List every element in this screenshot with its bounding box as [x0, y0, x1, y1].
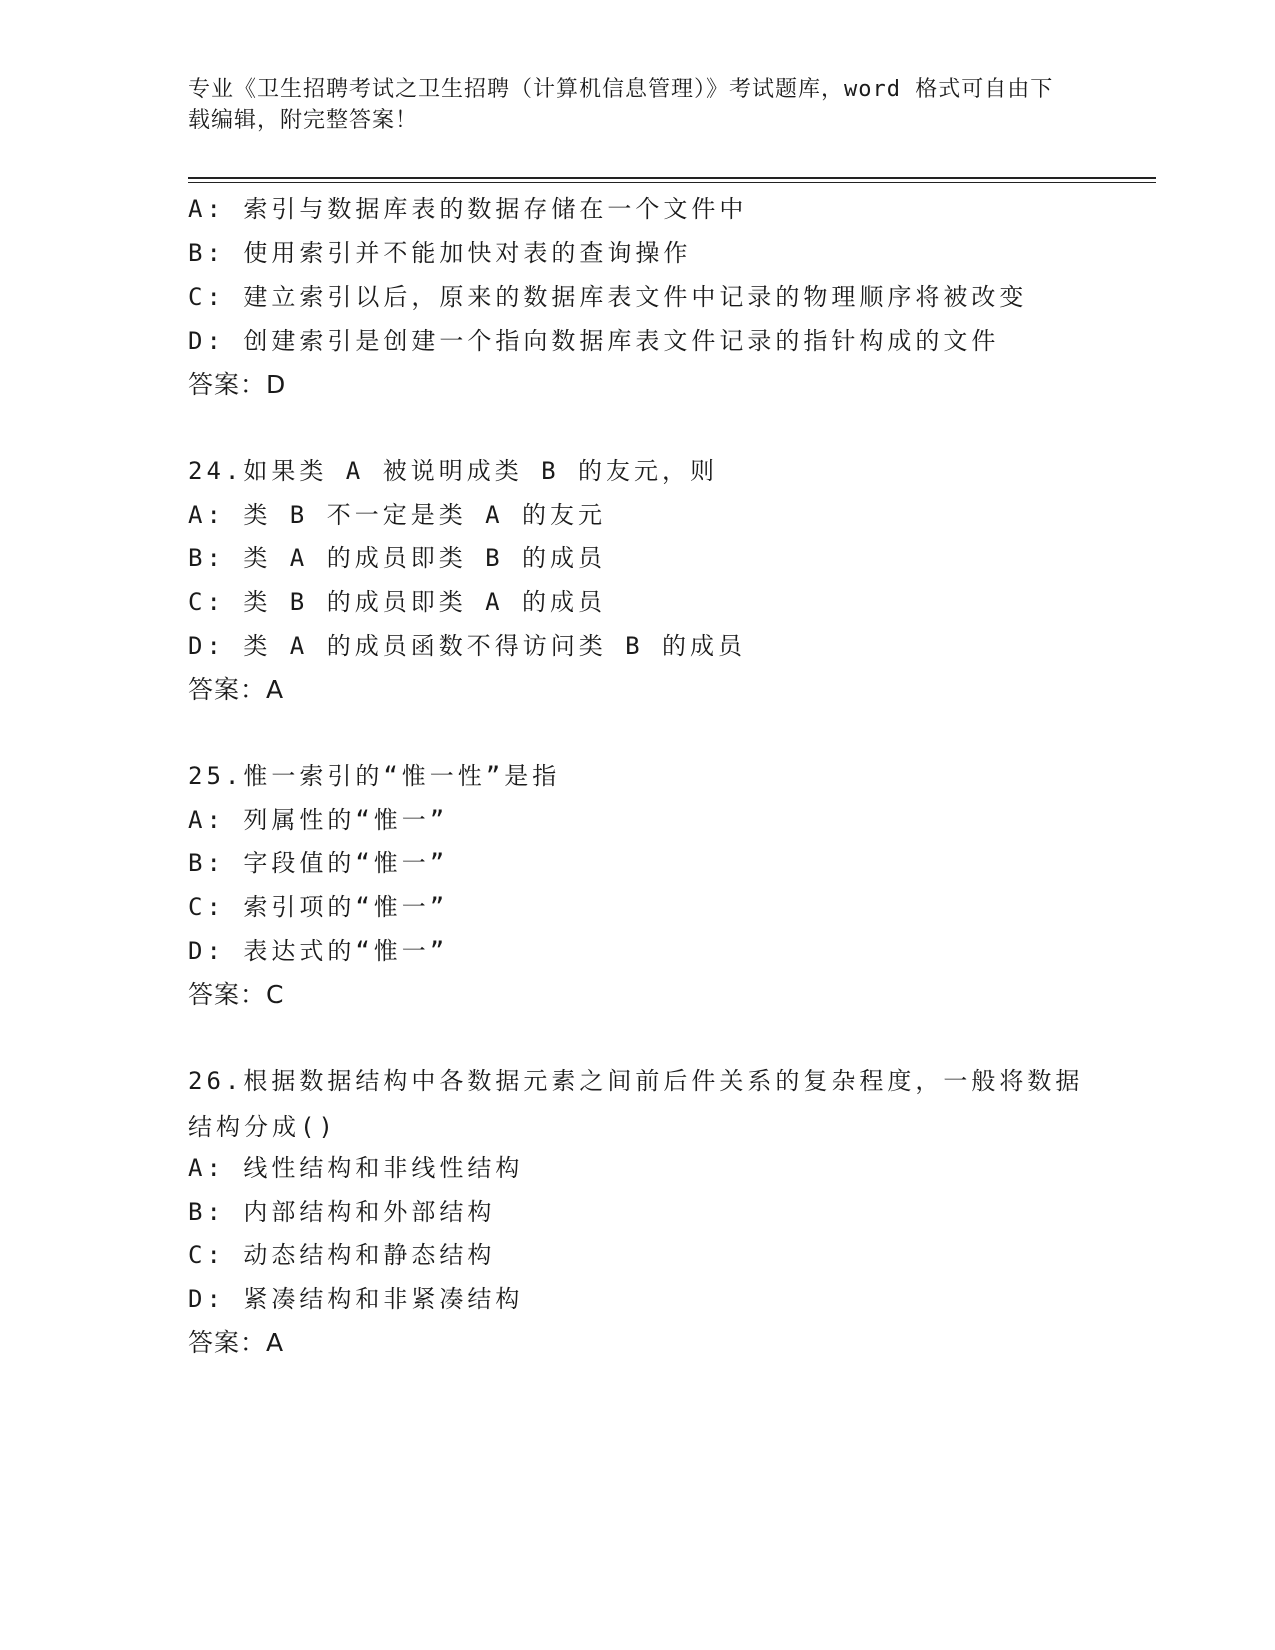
q26-option-d: D: 紧凑结构和非紧凑结构 — [188, 1285, 524, 1313]
q24-option-b: B: 类 A 的成员即类 B 的成员 — [188, 544, 607, 572]
q25-option-c: C: 索引项的“惟一” — [188, 893, 449, 921]
q23-answer: 答案：D — [188, 370, 287, 399]
q24-question: 24.如果类 A 被说明成类 B 的友元，则 — [188, 457, 719, 485]
q23-option-a: A: 索引与数据库表的数据存储在一个文件中 — [188, 195, 748, 223]
q26-answer: 答案：A — [188, 1328, 285, 1357]
q25-option-a: A: 列属性的“惟一” — [188, 806, 449, 834]
q25-question: 25.惟一索引的“惟一性”是指 — [188, 762, 561, 790]
q25-option-b: B: 字段值的“惟一” — [188, 849, 449, 877]
header-divider-bottom — [188, 182, 1156, 183]
q23-option-c: C: 建立索引以后，原来的数据库表文件中记录的物理顺序将被改变 — [188, 283, 1028, 311]
q25-option-d: D: 表达式的“惟一” — [188, 937, 449, 965]
q24-option-c: C: 类 B 的成员即类 A 的成员 — [188, 588, 607, 616]
q25-answer: 答案：C — [188, 980, 285, 1009]
q26-option-c: C: 动态结构和静态结构 — [188, 1241, 496, 1269]
q26-question: 26.根据数据结构中各数据元素之间前后件关系的复杂程度，一般将数据结构分成() — [188, 1067, 1084, 1141]
q24-option-d: D: 类 A 的成员函数不得访问类 B 的成员 — [188, 632, 747, 660]
header-divider-top — [188, 177, 1156, 179]
q23-option-b: B: 使用索引并不能加快对表的查询操作 — [188, 239, 692, 267]
q24-option-a: A: 类 B 不一定是类 A 的友元 — [188, 501, 607, 529]
q26-option-b: B: 内部结构和外部结构 — [188, 1198, 496, 1226]
document-header: 专业《卫生招聘考试之卫生招聘（计算机信息管理）》考试题库，word 格式可自由下载编辑，附完整答案！ — [188, 77, 1054, 133]
q23-option-d: D: 创建索引是创建一个指向数据库表文件记录的指针构成的文件 — [188, 327, 1000, 355]
q26-option-a: A: 线性结构和非线性结构 — [188, 1154, 524, 1182]
q24-answer: 答案：A — [188, 675, 285, 704]
